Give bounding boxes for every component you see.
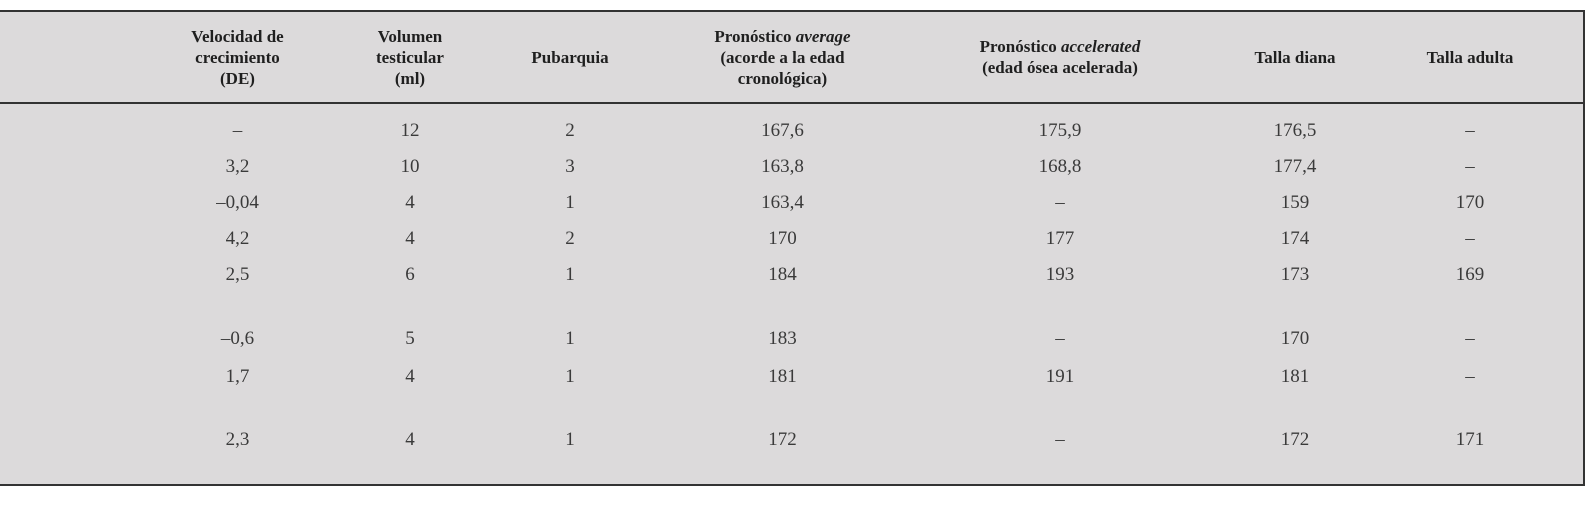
cell-pubarquia: 1 bbox=[565, 328, 575, 349]
cell-talla-diana: 170 bbox=[1280, 328, 1310, 349]
cell-talla-diana: 181 bbox=[1280, 366, 1310, 387]
cell-talla-diana: 172 bbox=[1280, 429, 1310, 450]
cell-pronostico-average: 183 bbox=[768, 328, 797, 349]
header-text: crecimiento bbox=[195, 47, 280, 67]
cell-talla-adulta: 170 bbox=[1455, 192, 1485, 213]
cell-talla-adulta: – bbox=[1465, 328, 1475, 349]
header-text-italic: average bbox=[795, 26, 851, 46]
cell-pubarquia: 1 bbox=[565, 366, 575, 387]
header-velocidad bbox=[160, 12, 315, 102]
cell-pronostico-accelerated: 175,9 bbox=[1038, 120, 1082, 141]
cell-talla-adulta: – bbox=[1465, 366, 1475, 387]
table-row bbox=[0, 188, 1583, 218]
header-text: (acorde a la edad bbox=[720, 47, 845, 67]
header-text: Talla diana bbox=[1254, 47, 1336, 67]
table-row bbox=[0, 116, 1583, 146]
cell-volumen: 12 bbox=[400, 120, 420, 141]
table-row bbox=[0, 260, 1583, 290]
cell-talla-adulta: 169 bbox=[1455, 264, 1485, 285]
header-text: Pronóstico bbox=[714, 26, 796, 46]
header-pronostico-accelerated bbox=[925, 12, 1195, 102]
header-text: Talla adulta bbox=[1426, 47, 1514, 67]
cell-pubarquia: 2 bbox=[565, 120, 575, 141]
cell-volumen: 4 bbox=[405, 366, 415, 387]
header-pubarquia bbox=[500, 12, 640, 102]
header-text: testicular bbox=[376, 47, 444, 67]
header-text: cronológica) bbox=[737, 68, 828, 88]
cell-pubarquia: 1 bbox=[565, 429, 575, 450]
cell-talla-adulta: – bbox=[1465, 120, 1475, 141]
cell-pronostico-average: 172 bbox=[768, 429, 797, 450]
header-pronostico-average bbox=[670, 12, 895, 102]
cell-velocidad: 4,2 bbox=[225, 228, 250, 249]
cell-volumen: 4 bbox=[405, 192, 415, 213]
cell-velocidad: 3,2 bbox=[225, 156, 250, 177]
cell-talla-diana: 174 bbox=[1280, 228, 1310, 249]
cell-pronostico-average: 163,8 bbox=[761, 156, 804, 177]
cell-pronostico-average: 181 bbox=[768, 366, 797, 387]
table-row bbox=[0, 362, 1583, 392]
cell-pronostico-accelerated: 193 bbox=[1045, 264, 1075, 285]
cell-volumen: 4 bbox=[405, 429, 415, 450]
cell-volumen: 5 bbox=[405, 328, 415, 349]
cell-pronostico-average: 184 bbox=[768, 264, 797, 285]
header-text: Pubarquia bbox=[531, 47, 609, 67]
cell-pronostico-accelerated: – bbox=[1055, 192, 1065, 213]
cell-pubarquia: 1 bbox=[565, 192, 575, 213]
cell-pronostico-average: 163,4 bbox=[761, 192, 804, 213]
header-text: (edad ósea acelerada) bbox=[982, 58, 1138, 77]
cell-talla-diana: 159 bbox=[1280, 192, 1310, 213]
cell-talla-diana: 176,5 bbox=[1273, 120, 1317, 141]
data-table bbox=[0, 10, 1585, 486]
cell-velocidad: 1,7 bbox=[225, 366, 250, 387]
cell-pronostico-accelerated: – bbox=[1055, 328, 1065, 349]
cell-pronostico-accelerated: 177 bbox=[1045, 228, 1075, 249]
cell-talla-adulta: 171 bbox=[1455, 429, 1485, 450]
cell-pronostico-accelerated: 168,8 bbox=[1038, 156, 1082, 177]
cell-volumen: 6 bbox=[405, 264, 415, 285]
table-row bbox=[0, 425, 1583, 455]
cell-talla-adulta: – bbox=[1465, 156, 1475, 177]
table-row bbox=[0, 224, 1583, 254]
header-text-italic: accelerated bbox=[1061, 37, 1141, 56]
header-text: (DE) bbox=[220, 68, 255, 88]
cell-talla-diana: 177,4 bbox=[1273, 156, 1317, 177]
cell-velocidad: 2,5 bbox=[225, 264, 250, 285]
header-text: (ml) bbox=[394, 68, 426, 88]
cell-velocidad: –0,6 bbox=[220, 328, 255, 349]
cell-velocidad: – bbox=[232, 120, 243, 141]
cell-pronostico-accelerated: 191 bbox=[1045, 366, 1075, 387]
header-text: Volumen bbox=[377, 26, 443, 46]
header-talla-adulta bbox=[1395, 12, 1545, 102]
cell-pubarquia: 1 bbox=[565, 264, 575, 285]
cell-pubarquia: 2 bbox=[565, 228, 575, 249]
table-row bbox=[0, 324, 1583, 354]
header-text: Velocidad de bbox=[191, 26, 284, 46]
cell-velocidad: 2,3 bbox=[225, 429, 250, 450]
cell-volumen: 4 bbox=[405, 228, 415, 249]
cell-talla-adulta: – bbox=[1465, 228, 1475, 249]
cell-velocidad: –0,04 bbox=[216, 192, 259, 213]
cell-volumen: 10 bbox=[400, 156, 420, 177]
cell-pronostico-accelerated: – bbox=[1055, 429, 1065, 450]
cell-pubarquia: 3 bbox=[565, 156, 575, 177]
header-volumen bbox=[340, 12, 480, 102]
header-text: Pronóstico bbox=[979, 37, 1062, 56]
cell-pronostico-average: 167,6 bbox=[761, 120, 804, 141]
table-row bbox=[0, 152, 1583, 182]
table-header bbox=[0, 12, 1583, 104]
header-talla-diana bbox=[1225, 12, 1365, 102]
cell-pronostico-average: 170 bbox=[768, 228, 797, 249]
cell-talla-diana: 173 bbox=[1280, 264, 1310, 285]
